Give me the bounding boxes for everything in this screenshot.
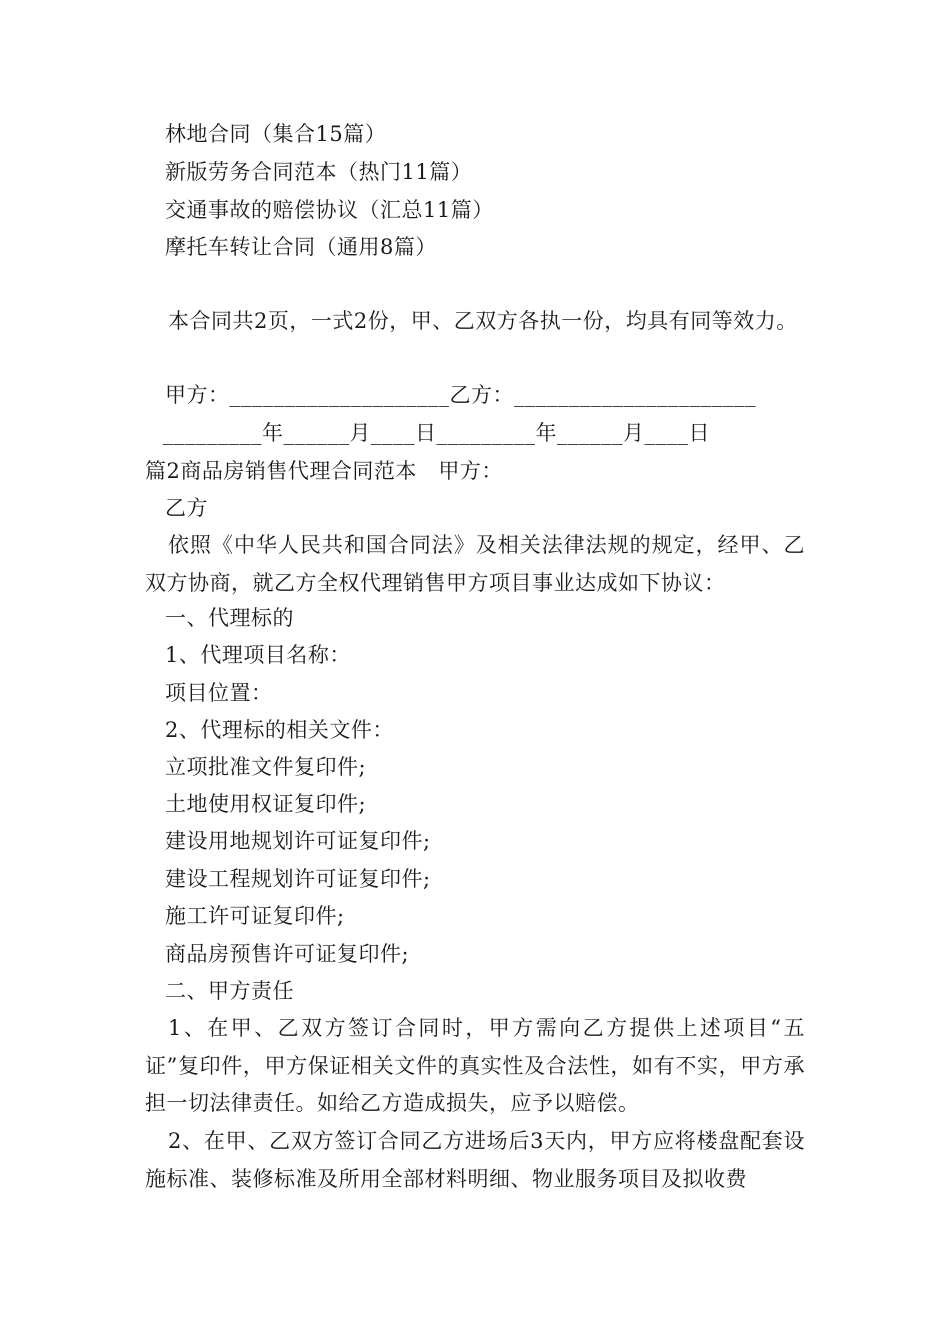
date-line: _________年______月____日_________年______月____日 (163, 421, 710, 445)
intro-paragraph: 依照《中华人民共和国合同法》及相关法律法规的规定，经甲、乙双方协商，就乙方全权代理销售甲方项目事业达成如下协议： (145, 533, 805, 595)
contract-note: 本合同共2页，一式2份，甲、乙双方各执一份，均具有同等效力。 (168, 309, 798, 333)
item-line: 二、甲方责任 (165, 979, 294, 1003)
party-b-label: 乙方 (165, 496, 208, 520)
item-line: 施工许可证复印件; (165, 904, 345, 928)
item-line: 一、代理标的 (165, 606, 294, 630)
clause-2: 2、在甲、乙双方签订合同乙方进场后3天内，甲方应将楼盘配套设施标准、装修标准及所用全部材料明细、物业服务项目及拟收费 (145, 1129, 805, 1191)
related-item[interactable]: 新版劳务合同范本（热门11篇） (165, 160, 473, 184)
item-line: 土地使用权证复印件; (165, 792, 367, 816)
related-item[interactable]: 交通事故的赔偿协议（汇总11篇） (165, 198, 494, 222)
item-line: 立项批准文件复印件; (165, 755, 367, 779)
section-heading: 篇2商品房销售代理合同范本 甲方： (145, 459, 503, 483)
item-line: 建设用地规划许可证复印件; (165, 829, 431, 853)
related-item[interactable]: 林地合同（集合15篇） (165, 122, 387, 146)
item-line: 2、代理标的相关文件： (165, 718, 394, 742)
clause-1: 1、在甲、乙双方签订合同时，甲方需向乙方提供上述项目“五证”复印件，甲方保证相关文件的真实性及合法性，如有不实，甲方承担一切法律责任。如给乙方造成损失，应予以赔偿。 (145, 1016, 805, 1115)
item-line: 1、代理项目名称： (165, 643, 351, 667)
related-item[interactable]: 摩托车转让合同（通用8篇） (165, 235, 437, 259)
item-line: 建设工程规划许可证复印件; (165, 867, 431, 891)
signature-line: 甲方：____________________乙方：______________________ (165, 383, 756, 407)
item-line: 项目位置： (165, 681, 273, 705)
item-line: 商品房预售许可证复印件; (165, 942, 410, 966)
